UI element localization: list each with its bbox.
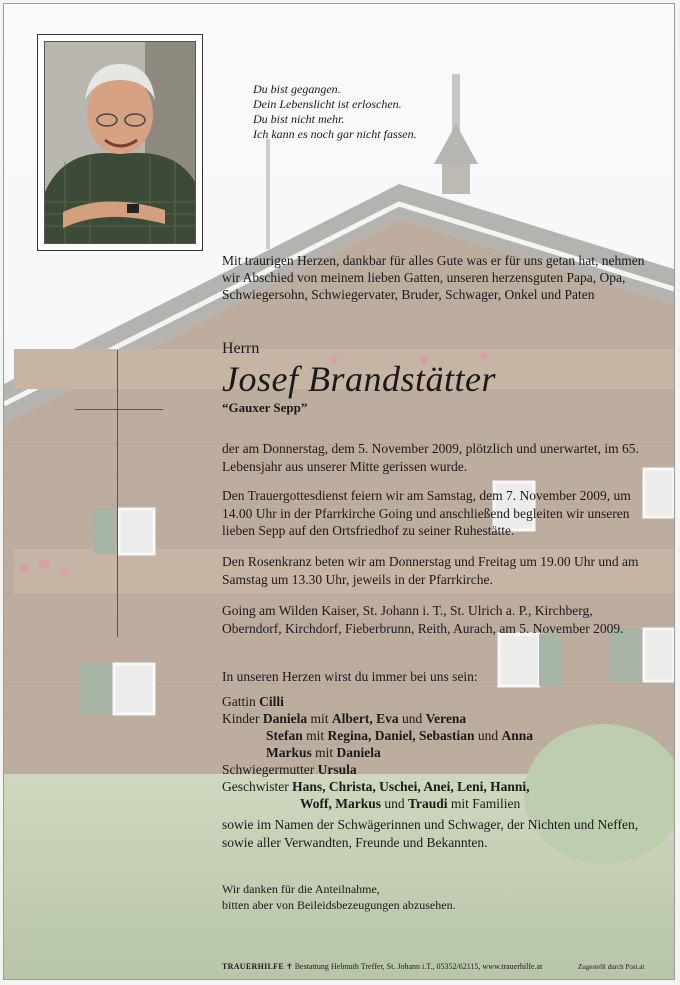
- children-label: Kinder: [222, 711, 260, 726]
- deceased-name: Josef Brandstätter: [222, 359, 496, 399]
- wife-name: Cilli: [259, 694, 284, 709]
- salutation: Herrn: [222, 340, 260, 357]
- family-siblings: [222, 778, 530, 795]
- poem-line: Ich kann es noch gar nicht fassen.: [253, 127, 417, 141]
- conjunction: und: [384, 796, 405, 811]
- intro-text: Mit traurigen Herzen, dankbar für alles Gute was er für uns getan hat, nehmen wir Abschied von meinem lieben Gatten, unseren herzensguten Papa, Opa, Schwiegersohn, Schwiegervater, Bruder, Schwager, Onkel und Paten: [222, 253, 645, 302]
- mother-in-law-name: Ursula: [317, 762, 357, 777]
- child-name: Daniela: [262, 711, 308, 726]
- memory-line: In unseren Herzen wirst du immer bei uns sein:: [222, 669, 478, 684]
- grandchild-name: Anna: [501, 728, 534, 743]
- brand-name: TRAUERHILFE: [222, 962, 284, 971]
- conjunction: mit: [310, 711, 329, 726]
- cross-small-icon: ✝: [285, 962, 293, 971]
- cross-icon-bar: [75, 409, 163, 410]
- footer: [222, 962, 542, 971]
- family-wife: [222, 693, 284, 710]
- family-closing: sowie im Namen der Schwägerinnen und Schwager, der Nichten und Neffen, sowie aller Verwandten, Freunde und Bekannten.: [222, 817, 639, 850]
- poem-line: Du bist nicht mehr.: [253, 112, 345, 126]
- family-child-2: [266, 727, 533, 744]
- grandchild-names: Daniel, Sebastian: [374, 728, 475, 743]
- child-name: Markus: [266, 745, 312, 760]
- sibling-names: Hans, Christa, Uschei, Anei, Leni, Hanni,: [292, 779, 530, 794]
- sibling-names: Woff, Markus: [300, 796, 381, 811]
- poem: [253, 82, 417, 142]
- poem-line: Du bist gegangen.: [253, 82, 341, 96]
- conjunction: und: [477, 728, 499, 743]
- family-mother-in-law: [222, 761, 357, 778]
- cross-icon: [117, 350, 118, 637]
- conjunction: mit: [306, 728, 325, 743]
- death-notice: der am Donnerstag, dem 5. November 2009, plötzlich und unerwartet, im 65. Lebensjahr aus unserer Mitte gerissen wurde.: [222, 441, 639, 474]
- siblings-label: Geschwister: [222, 779, 289, 794]
- child-name: Stefan: [266, 728, 303, 743]
- footer-text: Bestattung Helmuth Treffer, St. Johann i.T., 05352/62115, www.trauerhilfe.at: [294, 962, 543, 971]
- sibling-name: Traudi: [408, 796, 448, 811]
- portrait-photo: [44, 41, 196, 244]
- wife-label: Gattin: [222, 694, 256, 709]
- place-date: Going am Wilden Kaiser, St. Johann i. T., St. Ulrich a. P., Kirchberg, Oberndorf, Kirchdorf, Fieberbrunn, Reith, Aurach, am 5. November 2009.: [222, 603, 624, 636]
- rosary-notice: Den Rosenkranz beten wir am Donnerstag und Freitag um 19.00 Uhr und am Samstag um 13.30 Uhr, jeweils in der Pfarrkirche.: [222, 554, 639, 587]
- poem-line: Dein Lebenslicht ist erloschen.: [253, 97, 402, 111]
- thanks-line: Wir danken für die Anteilnahme,: [222, 882, 380, 896]
- grandchild-name: Verena: [425, 711, 467, 726]
- partner-name: Albert,: [331, 711, 373, 726]
- mother-in-law-label: Schwiegermutter: [222, 762, 315, 777]
- partner-name: Daniela: [336, 745, 381, 760]
- thanks-note: [222, 881, 456, 913]
- portrait-frame: [37, 34, 203, 251]
- grandchild-name: Eva: [376, 711, 399, 726]
- family-siblings-cont: [300, 795, 520, 812]
- with-families: mit Familien: [450, 796, 521, 811]
- funeral-service: Den Trauergottesdienst feiern wir am Samstag, dem 7. November 2009, um 14.00 Uhr in der Pfarrkirche Going und anschließend begleiten wir unseren lieben Sepp auf den Ortsfriedhof zu seiner Ruhestätte.: [222, 488, 631, 538]
- family-child-1: [222, 710, 466, 727]
- partner-name: Regina,: [327, 728, 372, 743]
- post-note: Zugestellt durch Post.at: [578, 963, 645, 971]
- deceased-nickname: “Gauxer Sepp”: [222, 400, 308, 415]
- family-child-3: [266, 744, 381, 761]
- conjunction: und: [402, 711, 423, 726]
- thanks-line: bitten aber von Beileidsbezeugungen abzusehen.: [222, 898, 456, 912]
- conjunction: mit: [315, 745, 334, 760]
